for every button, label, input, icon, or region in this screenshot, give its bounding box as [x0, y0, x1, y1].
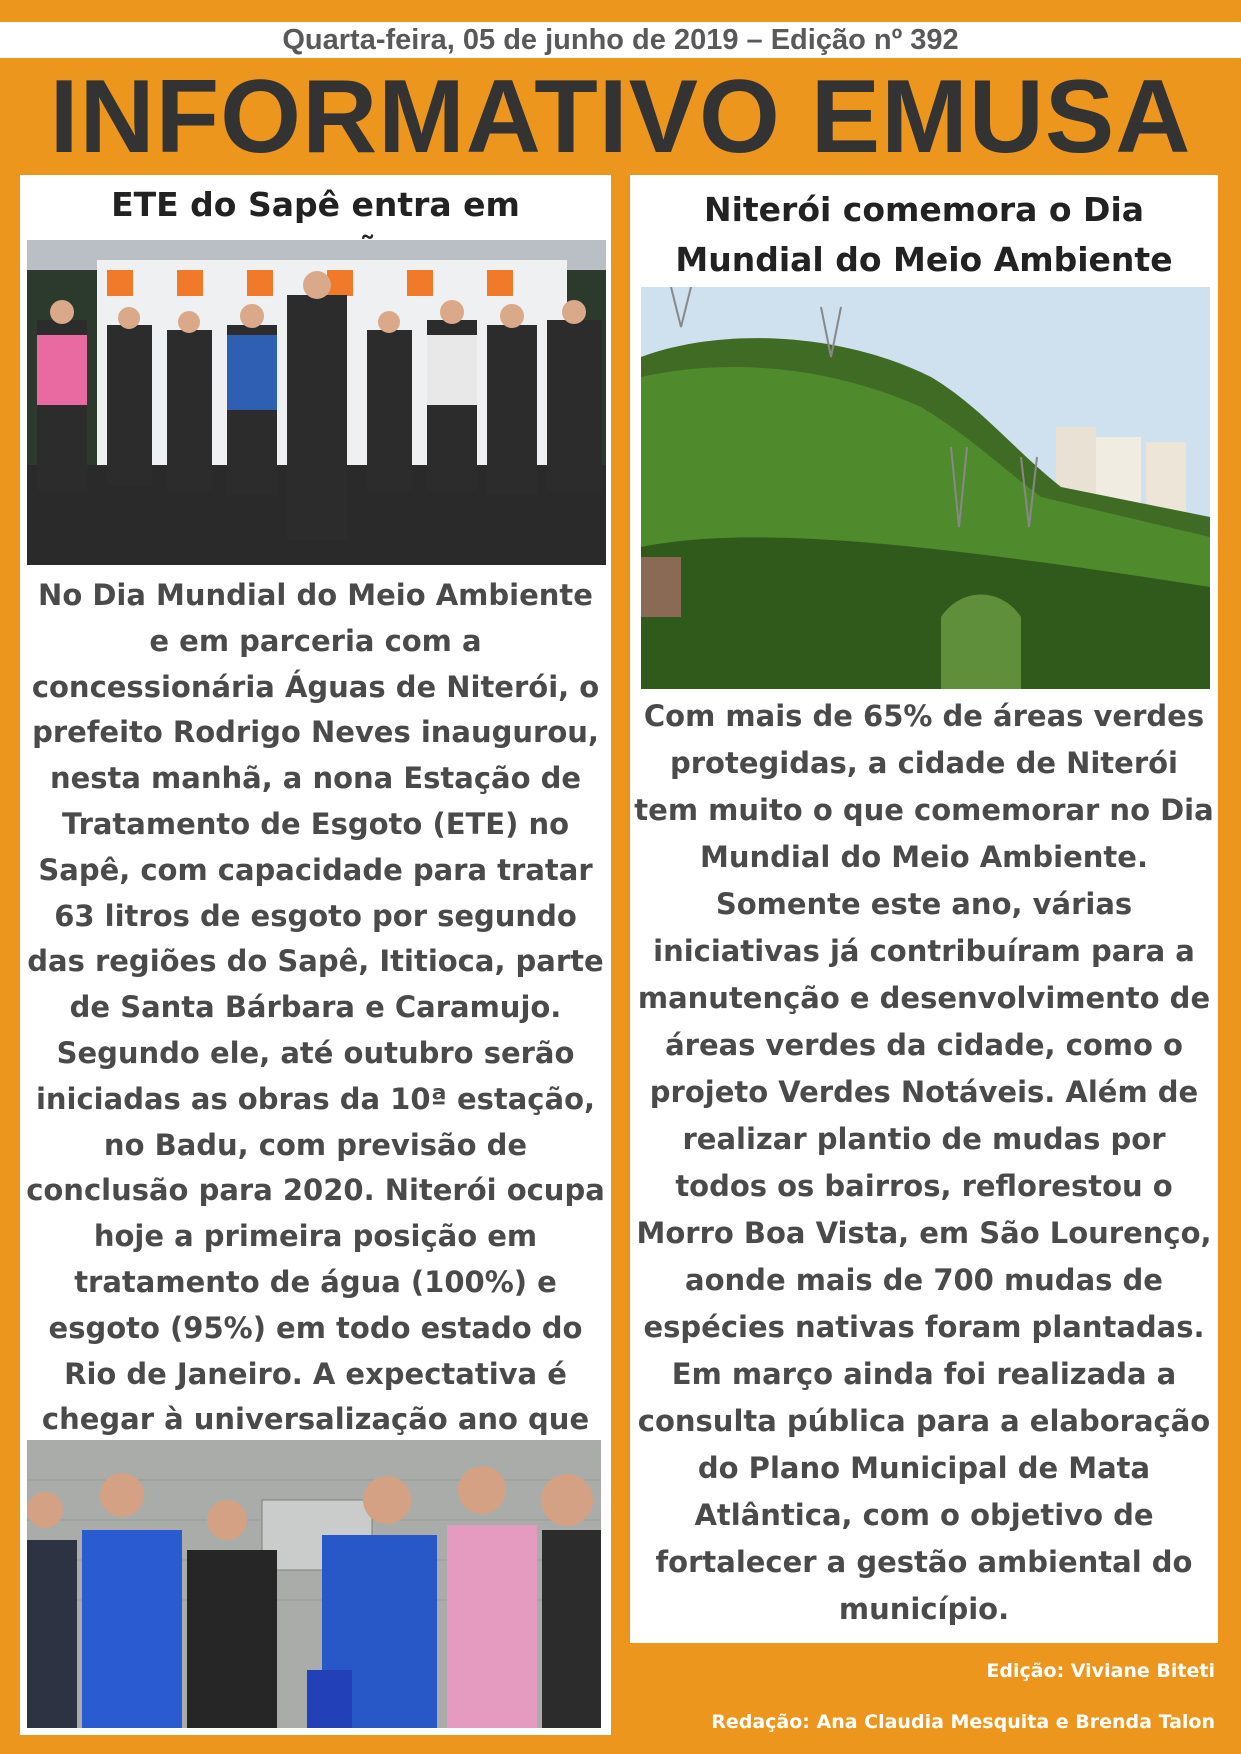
- newsletter-masthead: INFORMATIVO EMUSA: [49, 58, 1192, 175]
- ceremony-photo: [27, 240, 606, 565]
- edition-credit: Edição: Viviane Biteti: [986, 1660, 1215, 1682]
- left-article-body: No Dia Mundial do Meio Ambiente e em parceria com a concessionária Águas de Niterói, o prefeito Rodrigo Neves inaugurou, nesta manhã, a nona Estação de Tratamento de Esgoto (ETE) no Sapê, com capacidade para tratar 63 litros de esgoto por segundo das regiões do Sapê, Ititioca, parte de Santa Bárbara e Caramujo. Segundo ele, até outubro serão iniciadas as obras da 10ª estação, no Badu, com previsão de conclusão para 2020. Niterói ocupa hoje a primeira posição em tratamento de água (100%) e esgoto (95%) em todo estado do Rio de Janeiro. A expectativa é chegar à universalização ano que: [26, 578, 605, 1437]
- writing-credit: Redação: Ana Claudia Mesquita e Brenda Talon: [711, 1711, 1215, 1733]
- left-article-panel: [20, 175, 611, 1735]
- date-edition-line: Quarta-feira, 05 de junho de 2019 – Edição nº 392: [0, 22, 1241, 58]
- left-article-headline: ETE do Sapê entra em: [111, 185, 520, 224]
- green-hill-photo: [641, 287, 1210, 689]
- right-article-headline: Niterói comemora o Dia Mundial do Meio Ambiente: [675, 190, 1173, 279]
- right-article-panel: [630, 175, 1218, 1643]
- right-article-body: Com mais de 65% de áreas verdes protegidas, a cidade de Niterói tem muito o que comemorar no Dia Mundial do Meio Ambiente. Somente este ano, várias iniciativas já contribuíram para a manutenção e desenvolvimento de áreas verdes da cidade, como o projeto Verdes Notáveis. Além de realizar plantio de mudas por todos os bairros, reflorestou o Morro Boa Vista, em São Lourenço, aonde mais de 700 mudas de espécies nativas foram plantadas. Em março ainda foi realizada a consulta pública para a elaboração do Plano Municipal de Mata Atlântica, com o objetivo de fortalecer a gestão ambiental do município.: [634, 699, 1214, 1626]
- plaque-unveiling-photo: [27, 1440, 601, 1728]
